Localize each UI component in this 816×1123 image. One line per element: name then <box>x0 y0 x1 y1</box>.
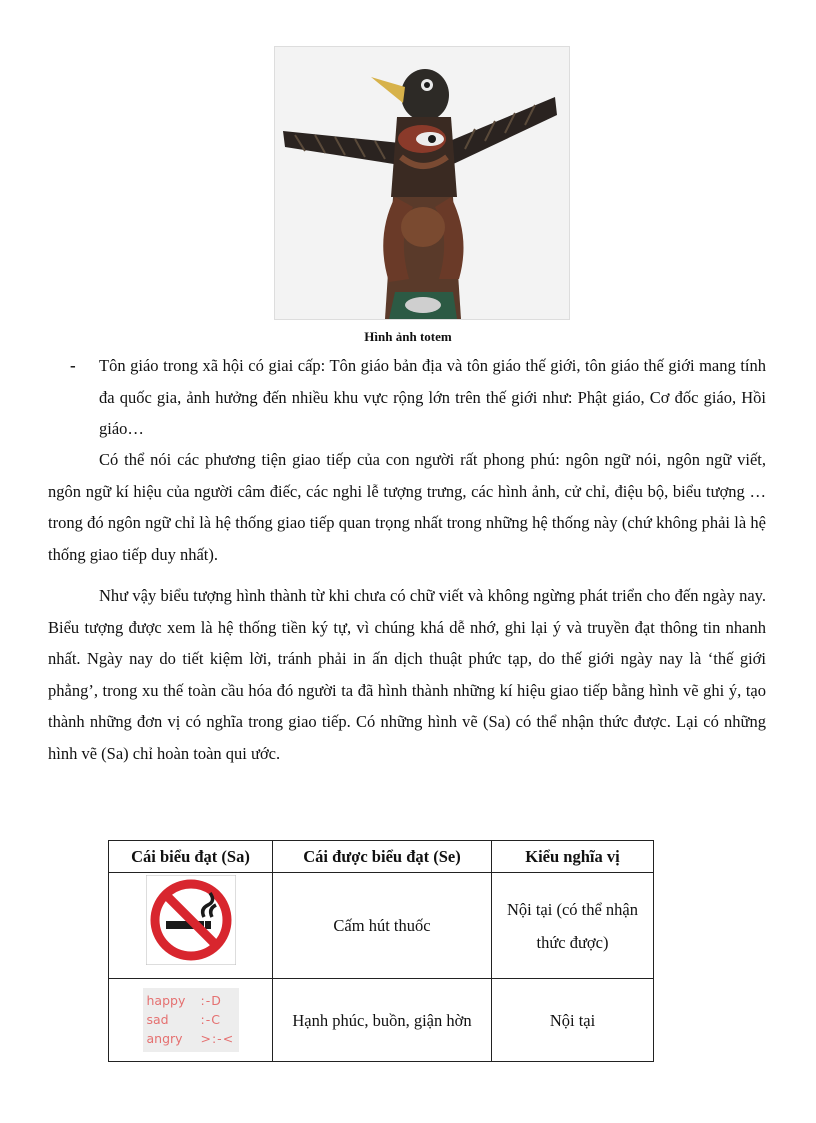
bullet-paragraph: Tôn giáo trong xã hội có giai cấp: Tôn giáo bản địa và tôn giáo thế giới, tôn giáo thế giới mang tính đa quốc gia, ảnh hưởng đến nhiều khu vực rộng lớn trên thế giới như: Phật giáo, Cơ đốc giáo, Hồi giáo… <box>99 356 766 438</box>
cell-emotions-meaning: Hạnh phúc, buồn, giận hờn <box>273 979 492 1062</box>
no-smoking-cell <box>109 873 273 979</box>
table-row <box>109 979 654 1062</box>
cell-emotions-type: Nội tại <box>492 979 654 1062</box>
cell-no-smoking-type: Nội tại (có thể nhận thức được) <box>492 873 654 979</box>
header-signified: Cái được biểu đạt (Se) <box>273 841 492 873</box>
emoticon-cell <box>109 979 273 1062</box>
no-smoking-icon <box>146 875 236 965</box>
emoticon-image <box>143 988 239 1052</box>
totem-image <box>274 46 570 320</box>
emoticon-face: :-C <box>200 1012 221 1027</box>
table-row <box>109 873 654 979</box>
table-header-row <box>109 841 654 873</box>
cell-no-smoking-meaning: Cấm hút thuốc <box>273 873 492 979</box>
emoticon-face: :-D <box>200 993 222 1008</box>
emoticon-word: sad <box>146 1012 169 1027</box>
paragraph-communication: Có thể nói các phương tiện giao tiếp của con người rất phong phú: ngôn ngữ nói, ngôn ngữ viết, ngôn ngữ kí hiệu của người câm điếc, các nghi lễ tượng trưng, các hình ảnh, cử chỉ, điệu bộ, biểu tượng …trong đó ngôn ngữ chỉ là hệ thống giao tiếp quan trọng nhất trong những hệ thống này (chứ không phải là hệ thống giao tiếp duy nhất). <box>48 450 766 564</box>
emoticon-face: >:-< <box>200 1031 235 1046</box>
paragraph-symbols: Như vậy biểu tượng hình thành từ khi chưa có chữ viết và không ngừng phát triển cho đến ngày nay. Biểu tượng được xem là hệ thống tiền ký tự, vì chúng khá dễ nhớ, ghi lại ý và truyền đạt thông tin nhanh nhất. Ngày nay do tiết kiệm lời, tránh phải in ấn dịch thuật phức tạp, do thế giới ngày nay là ‘thế giới phẳng’, trong xu thế toàn cầu hóa đó người ta đã hình thành những kí hiệu giao tiếp bằng hình vẽ ghi ý, tạo thành những đơn vị có nghĩa trong giao tiếp. Có những hình vẽ (Sa) có thể nhận thức được. Lại có những hình vẽ (Sa) chỉ hoàn toàn qui ước. <box>48 586 766 763</box>
header-signifier: Cái biểu đạt (Sa) <box>109 841 273 873</box>
sign-table <box>108 840 654 1062</box>
header-type: Kiểu nghĩa vị <box>492 841 654 873</box>
emoticon-word: angry <box>146 1031 183 1046</box>
figure-caption: Hình ảnh totem <box>364 329 452 344</box>
totem-illustration <box>275 47 569 319</box>
emoticon-word: happy <box>146 993 186 1008</box>
bullet-marker: - <box>70 356 76 375</box>
